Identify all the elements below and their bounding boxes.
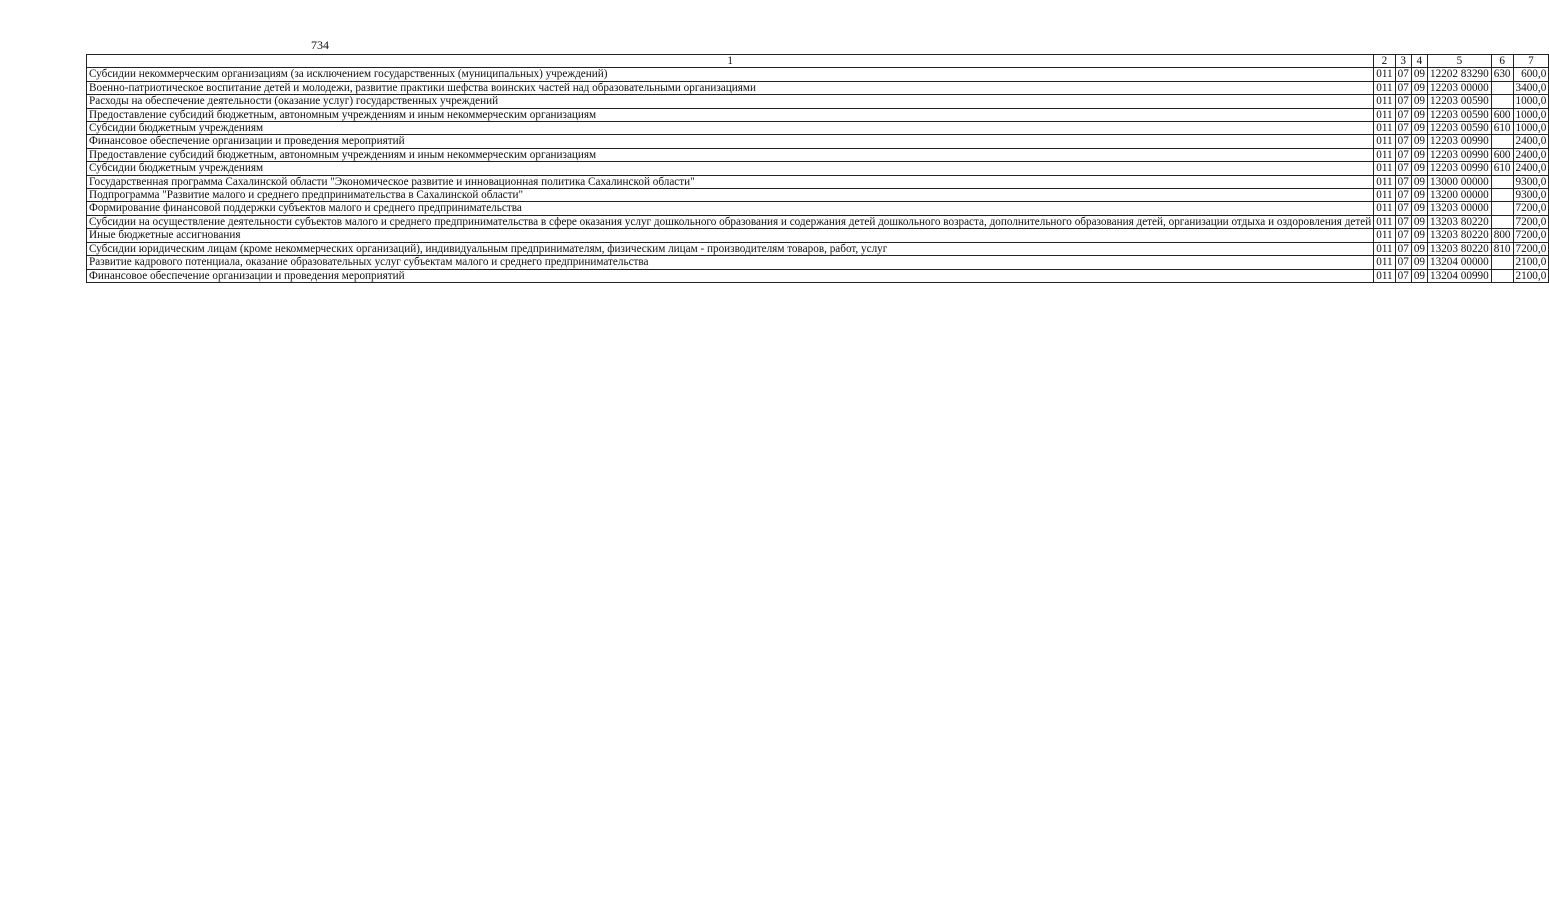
row-expense-type [1491,215,1513,228]
row-admin-code: 011 [1374,81,1395,94]
row-expense-type: 810 [1491,242,1513,255]
row-target-code: 13204 00000 [1428,256,1492,269]
row-expense-type: 610 [1491,122,1513,135]
row-target-code: 13203 80220 [1428,215,1492,228]
header-col-6: 6 [1491,55,1513,68]
row-amount: 7200,0 [1513,215,1549,228]
row-target-code: 13000 00000 [1428,175,1492,188]
row-name: Развитие кадрового потенциала, оказание образовательных услуг субъектам малого и среднего предпринимательства [87,256,1374,269]
row-section: 07 [1395,135,1411,148]
row-section: 07 [1395,148,1411,161]
row-name: Субсидии бюджетным учреждениям [87,122,1374,135]
table-row [87,202,1549,215]
row-subsection: 09 [1411,135,1427,148]
row-amount: 9300,0 [1513,189,1549,202]
row-name: Формирование финансовой поддержки субъектов малого и среднего предпринимательства [87,202,1374,215]
table-row [87,68,1549,81]
row-amount: 7200,0 [1513,202,1549,215]
row-target-code: 13203 80220 [1428,242,1492,255]
row-target-code: 13203 00000 [1428,202,1492,215]
table-row [87,242,1549,255]
row-amount: 3400,0 [1513,81,1549,94]
row-section: 07 [1395,162,1411,175]
table-row [87,122,1549,135]
row-admin-code: 011 [1374,175,1395,188]
row-name: Военно-патриотическое воспитание детей и молодежи, развитие практики шефства воинских частей над образовательными организациями [87,81,1374,94]
row-name: Предоставление субсидий бюджетным, автономным учреждениям и иным некоммерческим организациям [87,108,1374,121]
row-amount: 9300,0 [1513,175,1549,188]
row-subsection: 09 [1411,68,1427,81]
row-expense-type: 630 [1491,68,1513,81]
row-amount: 2400,0 [1513,135,1549,148]
row-subsection: 09 [1411,148,1427,161]
table-row [87,162,1549,175]
row-section: 07 [1395,256,1411,269]
row-amount: 7200,0 [1513,242,1549,255]
row-name: Расходы на обеспечение деятельности (оказание услуг) государственных учреждений [87,95,1374,108]
row-expense-type [1491,189,1513,202]
row-target-code: 12203 00990 [1428,162,1492,175]
row-admin-code: 011 [1374,189,1395,202]
row-subsection: 09 [1411,189,1427,202]
row-subsection: 09 [1411,229,1427,242]
table-row [87,256,1549,269]
row-subsection: 09 [1411,215,1427,228]
row-subsection: 09 [1411,256,1427,269]
table-row [87,215,1549,228]
header-col-4: 4 [1411,55,1427,68]
row-expense-type [1491,202,1513,215]
row-section: 07 [1395,68,1411,81]
row-admin-code: 011 [1374,162,1395,175]
row-section: 07 [1395,215,1411,228]
row-subsection: 09 [1411,95,1427,108]
row-subsection: 09 [1411,175,1427,188]
row-amount: 7200,0 [1513,229,1549,242]
header-col-3: 3 [1395,55,1411,68]
row-name: Финансовое обеспечение организации и проведения мероприятий [87,135,1374,148]
table-row [87,189,1549,202]
row-target-code: 13203 80220 [1428,229,1492,242]
row-section: 07 [1395,122,1411,135]
row-name: Субсидии некоммерческим организациям (за исключением государственных (муниципальных) учреждений) [87,68,1374,81]
row-admin-code: 011 [1374,242,1395,255]
row-expense-type: 600 [1491,148,1513,161]
row-admin-code: 011 [1374,68,1395,81]
row-target-code: 13204 00990 [1428,269,1492,282]
row-amount: 1000,0 [1513,108,1549,121]
table-row [87,269,1549,282]
row-admin-code: 011 [1374,108,1395,121]
row-section: 07 [1395,189,1411,202]
row-admin-code: 011 [1374,148,1395,161]
row-subsection: 09 [1411,269,1427,282]
row-section: 07 [1395,202,1411,215]
header-col-2: 2 [1374,55,1395,68]
row-name: Предоставление субсидий бюджетным, автономным учреждениям и иным некоммерческим организациям [87,148,1374,161]
row-target-code: 12203 00000 [1428,81,1492,94]
budget-table [86,54,1549,283]
row-target-code: 12203 00990 [1428,148,1492,161]
row-section: 07 [1395,81,1411,94]
row-name: Субсидии юридическим лицам (кроме некоммерческих организаций), индивидуальным предпринимателям, физическим лицам - производителям товаров, работ, услуг [87,242,1374,255]
row-admin-code: 011 [1374,202,1395,215]
row-section: 07 [1395,95,1411,108]
row-subsection: 09 [1411,122,1427,135]
row-expense-type [1491,135,1513,148]
row-section: 07 [1395,242,1411,255]
row-admin-code: 011 [1374,122,1395,135]
row-amount: 2100,0 [1513,269,1549,282]
row-expense-type [1491,175,1513,188]
header-col-1: 1 [87,55,1374,68]
row-subsection: 09 [1411,202,1427,215]
row-subsection: 09 [1411,162,1427,175]
row-name: Подпрограмма "Развитие малого и среднего предпринимательства в Сахалинской области" [87,189,1374,202]
row-admin-code: 011 [1374,135,1395,148]
row-amount: 600,0 [1513,68,1549,81]
row-target-code: 12203 00990 [1428,135,1492,148]
row-amount: 2100,0 [1513,256,1549,269]
row-expense-type: 800 [1491,229,1513,242]
row-amount: 1000,0 [1513,95,1549,108]
row-amount: 2400,0 [1513,162,1549,175]
row-subsection: 09 [1411,81,1427,94]
table-row [87,81,1549,94]
row-expense-type [1491,256,1513,269]
row-name: Субсидии бюджетным учреждениям [87,162,1374,175]
table-row [87,229,1549,242]
row-expense-type: 610 [1491,162,1513,175]
page-number: 734 [311,38,329,52]
row-section: 07 [1395,229,1411,242]
row-subsection: 09 [1411,242,1427,255]
row-target-code: 12203 00590 [1428,108,1492,121]
row-expense-type [1491,95,1513,108]
row-admin-code: 011 [1374,269,1395,282]
row-expense-type [1491,81,1513,94]
row-subsection: 09 [1411,108,1427,121]
row-section: 07 [1395,175,1411,188]
row-amount: 1000,0 [1513,122,1549,135]
row-target-code: 12203 00590 [1428,95,1492,108]
row-admin-code: 011 [1374,215,1395,228]
row-admin-code: 011 [1374,95,1395,108]
header-col-5: 5 [1428,55,1492,68]
row-section: 07 [1395,269,1411,282]
row-target-code: 12202 83290 [1428,68,1492,81]
header-row [87,55,1549,68]
header-col-7: 7 [1513,55,1549,68]
row-expense-type [1491,269,1513,282]
table-row [87,108,1549,121]
row-name: Субсидии на осуществление деятельности субъектов малого и среднего предпринимательства в сфере оказания услуг дошкольного образования и содержания детей дошкольного возраста, дополнительного образования детей, организации отдыха и оздоровления детей [87,215,1374,228]
table-row [87,175,1549,188]
row-expense-type: 600 [1491,108,1513,121]
table-row [87,148,1549,161]
table-row [87,95,1549,108]
row-section: 07 [1395,108,1411,121]
row-name: Государственная программа Сахалинской области "Экономическое развитие и инновационная политика Сахалинской области" [87,175,1374,188]
row-name: Иные бюджетные ассигнования [87,229,1374,242]
row-admin-code: 011 [1374,256,1395,269]
row-amount: 2400,0 [1513,148,1549,161]
row-name: Финансовое обеспечение организации и проведения мероприятий [87,269,1374,282]
table-row [87,135,1549,148]
row-admin-code: 011 [1374,229,1395,242]
row-target-code: 12203 00590 [1428,122,1492,135]
row-target-code: 13200 00000 [1428,189,1492,202]
